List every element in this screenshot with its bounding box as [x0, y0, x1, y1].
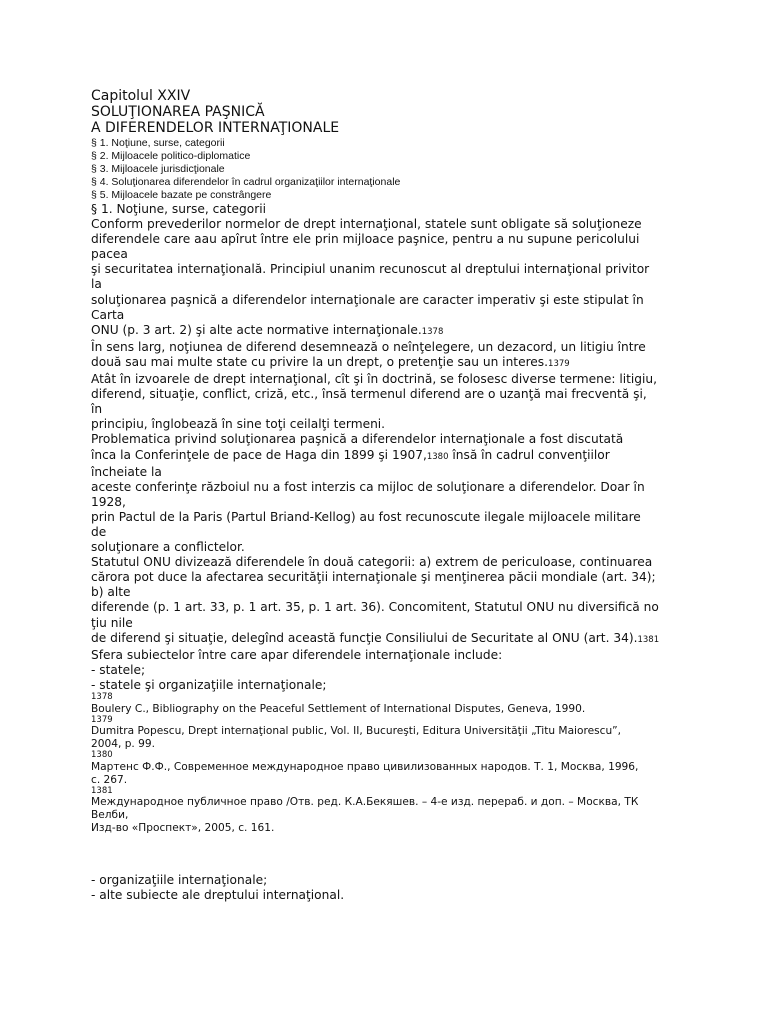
footnotes	[91, 693, 691, 835]
chapter-title-line-1: SOLUŢIONAREA PAŞNICĂ	[91, 104, 265, 120]
text-line	[91, 448, 691, 465]
footnote-mark: 1379	[548, 358, 570, 369]
footnote-text: 2004, p. 99.	[91, 738, 156, 750]
text-line	[91, 355, 691, 372]
text-line: principiu, înglobează în sine toţi ceilalţi termeni.	[91, 417, 386, 432]
chapter-title-line-2: A DIFERENDELOR INTERNAŢIONALE	[91, 120, 340, 136]
text-line: soluţionarea paşnică a diferendelor internaţionale are caracter imperativ şi este stipulat în	[91, 292, 644, 307]
footnote-number: 1379	[91, 714, 113, 725]
footnote-mark: 1378	[421, 326, 444, 337]
text-line: Problematica privind soluţionarea paşnică a diferendelor internaţionale a fost discutată	[91, 432, 624, 447]
text-line: În sens larg, noţiunea de diferend desemnează o neînţelegere, un dezacord, un litigiu între	[91, 339, 646, 354]
text-fragment: două sau mai multe state cu privire la un drept, o pretenţie sau un interes.	[91, 354, 549, 369]
footnote-number: 1378	[91, 692, 113, 702]
text-fragment: de diferend şi situaţie, delegînd această funcţie Consiliului de Securitate al ONU (art. 34).	[91, 630, 638, 645]
footnote-text: Dumitra Popescu, Drept internaţional public, Vol. II, Bucureşti, Editura Universităţii „Titu Maiorescu”,	[91, 725, 622, 737]
footnote-mark: 1381	[637, 634, 660, 645]
table-of-contents	[91, 137, 691, 202]
toc-item: § 4. Soluţionarea diferendelor în cadrul organizaţiilor internaţionale	[91, 176, 401, 188]
footnote-text: Мартенс Ф.Ф., Современное международное право цивилизованных народов. Т. 1, Москва, 1996,	[91, 760, 639, 773]
footnote-text: Велби,	[91, 809, 129, 821]
text-line: - statele;	[91, 662, 146, 677]
footnote-text: с. 267.	[91, 773, 128, 786]
list-item: - organizaţiile internaţionale;	[91, 873, 268, 887]
toc-item: § 2. Mijloacele politico-diplomatice	[91, 150, 251, 162]
toc-item: § 5. Mijloacele bazate pe constrângere	[91, 189, 272, 201]
text-line: Statutul ONU divizează diferendele în două categorii: a) extrem de periculoase, continuarea	[91, 555, 653, 570]
text-fragment: înca la Conferinţele de pace de Haga din 1899 şi 1907,	[91, 447, 427, 462]
text-line: - statele şi organizaţiile internaţionale;	[91, 677, 327, 692]
text-line: în	[91, 402, 103, 417]
text-line: 1928,	[91, 494, 126, 509]
page-break-gap	[91, 835, 691, 873]
text-line: aceste conferinţe războiul nu a fost interzis ca mijloc de soluţionare a diferendelor. Doar în	[91, 479, 645, 494]
footnote-text: Boulery C., Bibliography on the Peaceful Settlement of International Disputes, Geneva, 1990.	[91, 702, 586, 715]
text-line: încheiate la	[91, 464, 162, 479]
text-line: la	[91, 277, 102, 292]
text-line: diferend, situaţie, conflict, criză, etc., însă termenul diferend are o uzanţă mai frecventă şi,	[91, 387, 647, 402]
text-line: pacea	[91, 247, 128, 262]
text-line: Atât în izvoarele de drept internaţional, cît şi în doctrină, se folosesc diverse termene: litigiu,	[91, 372, 658, 387]
text-line: Conform prevederilor normelor de drept internaţional, statele sunt obligate să soluţioneze	[91, 217, 642, 232]
text-line: prin Pactul de la Paris (Partul Briand-Kellog) au fost recunoscute ilegale mijloacele militare	[91, 509, 641, 524]
chapter-label: Capitolul XXIV	[91, 88, 191, 104]
text-fragment: ONU (p. 3 art. 2) şi alte acte normative internaţionale.	[91, 322, 422, 337]
text-line: diferende (p. 1 art. 33, p. 1 art. 35, p. 1 art. 36). Concomitent, Statutul ONU nu diversifică no	[91, 600, 659, 615]
list-item: - alte subiecte ale dreptului internaţional.	[91, 888, 345, 903]
text-line	[91, 323, 691, 340]
text-line: b) alte	[91, 585, 131, 600]
continued-list	[91, 873, 691, 903]
document-page	[91, 88, 691, 903]
text-line: Sfera subiectelor între care apar diferendele internaţionale include:	[91, 647, 503, 662]
text-line: Carta	[91, 307, 125, 322]
section-heading: § 1. Noţiune, surse, categorii	[91, 202, 267, 216]
text-line: cărora pot duce la afectarea securităţii internaţionale şi menţinerea păcii mondiale (art. 34);	[91, 570, 656, 585]
toc-item: § 3. Mijloacele jurisdicţionale	[91, 163, 225, 175]
footnote-mark: 1380	[426, 451, 449, 462]
body-text	[91, 202, 691, 693]
footnote-text: Международное публичное право /Отв. ред. К.А.Бекяшев. – 4-е изд. перераб. и доп. – Москва, ТК	[91, 796, 639, 808]
footnote-number: 1381	[91, 785, 113, 796]
text-line: de	[91, 524, 107, 539]
text-line: diferendele care aau apîrut între ele prin mijloace paşnice, pentru a nu supune pericolului	[91, 232, 640, 247]
toc-item: § 1. Noţiune, surse, categorii	[91, 137, 225, 149]
footnote-number: 1380	[91, 750, 113, 760]
footnote-text: Изд-во «Проспект», 2005, с. 161.	[91, 822, 275, 834]
text-line: şi securitatea internaţională. Principiul unanim recunoscut al dreptului internaţional privitor	[91, 262, 650, 277]
text-line: soluţionare a conflictelor.	[91, 540, 245, 555]
text-line: ţiu nile	[91, 615, 133, 630]
text-line	[91, 631, 691, 648]
text-fragment: însă în cadrul convenţiilor	[448, 447, 610, 462]
